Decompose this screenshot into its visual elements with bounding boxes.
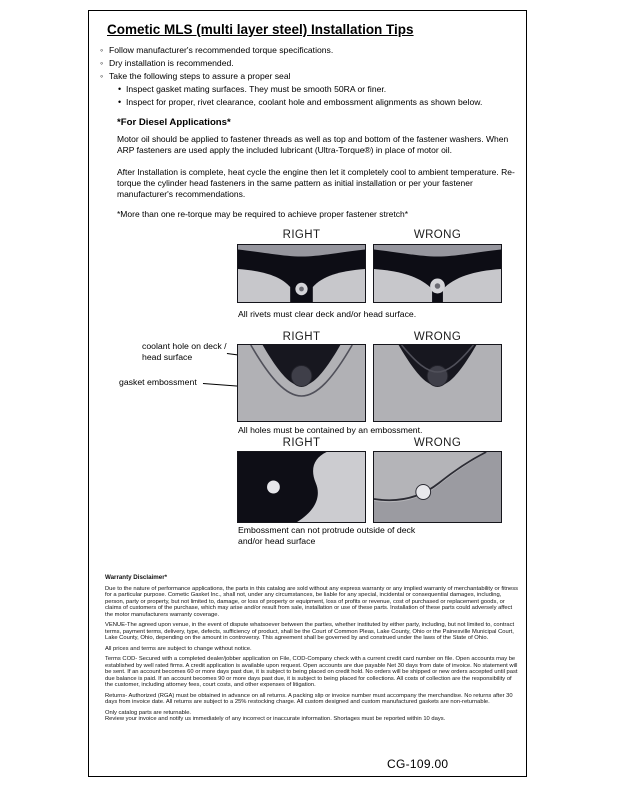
disclaimer-paragraph: Due to the nature of performance applications, the parts in this catalog are sold without any express warranty or any implied warranty of merchantability or fitness for a particular purpose. Cometic Gasket Inc., shall not, under any circumstances, be liable for any special, incidental or consequential damages, including, person, party or property, but not limited to, damage, or loss of property or equipment, loss of profits or revenue, cost of purchased or replacement goods, or claims of customers of the purchase, which may arise and/or result from sale, installation or use of these parts. Installation of these parts could adversely affect the motor manufacturers warranty coverage. (105, 585, 519, 618)
diesel-paragraph-2: After Installation is complete, heat cycle the engine then let it completely cool to ambient temperature. Re-torque the cylinder head fasteners in the same pattern as initial installation or per your fastener manufacturer's recommendations. (117, 167, 515, 199)
wrong-label-row3: WRONG (413, 437, 462, 449)
rivet-center (299, 287, 304, 292)
right-label-row1: RIGHT (282, 229, 321, 241)
disclaimer-paragraph: Only catalog parts are returnable. (105, 709, 192, 716)
callout-gasket-embossment: gasket embossment (119, 377, 197, 387)
page-title: Cometic MLS (multi layer steel) Installation Tips (107, 22, 414, 37)
list-sub-item (118, 96, 482, 109)
embossment-inside (267, 481, 280, 494)
tips-list (100, 44, 482, 109)
diagram-rivet-right (237, 244, 366, 303)
callout-coolant-hole: coolant hole on deck / head surface (142, 341, 227, 362)
right-label-row3: RIGHT (282, 437, 321, 449)
coolant-hole (427, 366, 448, 387)
tip-text: Inspect gasket mating surfaces. They must be smooth 50RA or finer. (126, 83, 387, 94)
tip-text: Dry installation is recommended. (109, 57, 234, 68)
disclaimer-heading: Warranty Disclaimer* (105, 574, 168, 581)
warranty-disclaimer (105, 575, 521, 723)
rivet-center (435, 283, 441, 289)
tip-text: Inspect for proper, rivet clearance, coolant hole and embossment alignments as shown below. (126, 96, 483, 107)
diagram-hole-right (237, 344, 366, 422)
disclaimer-paragraph: Review your invoice and notify us immediately of any incorrect or inaccurate information. Shortages must be reported within 10 days. (105, 716, 446, 722)
retorque-note: *More than one re-torque may be required to achieve proper fastener stretch* (117, 209, 409, 219)
diesel-heading: *For Diesel Applications* (117, 117, 231, 128)
disclaimer-paragraph: VENUE-The agreed upon venue, in the event of dispute whatsoever between the parties, whether instituted by either party, including, but not limited to, contract terms, payment terms, delivery, type, defects, sufficiency of product, shall be the Court of Common Pleas, Lake County, Ohio or the Painesville Municipal Court, Lake County, Ohio, depending on the amount in controversy. This agreement shall be governed by and construed under the laws of the State of Ohio. (105, 622, 515, 641)
diagram-caption-embossment: Embossment can not protrude outside of deck and/or head surface (238, 525, 416, 546)
diagram-rivet-wrong (373, 244, 502, 303)
diagram-embossment-right (237, 451, 366, 523)
coolant-hole (291, 366, 312, 387)
page-border (88, 10, 527, 777)
list-item (100, 57, 482, 70)
tip-text: Follow manufacturer's recommended torque specifications. (109, 45, 334, 55)
document-code: CG-109.00 (387, 757, 449, 771)
wrong-label-row2: WRONG (413, 331, 462, 343)
diagram-hole-wrong (373, 344, 502, 422)
diagram-embossment-wrong (373, 451, 502, 523)
list-item (100, 44, 482, 57)
disclaimer-paragraph: All prices and terms are subject to change without notice. (105, 645, 252, 652)
diesel-paragraph-1: Motor oil should be applied to fastener threads as well as top and bottom of the fastener washers. When ARP fasteners are used apply the included lubricant (Ultra-Torque®) in place of motor oil. (117, 134, 509, 155)
tip-text: Take the following steps to assure a proper seal (109, 70, 291, 81)
list-item (100, 70, 482, 83)
list-sub-item (118, 83, 482, 96)
disclaimer-paragraph: Returns- Authorized (RGA) must be obtained in advance on all returns. A packing slip or invoice number must accompany the merchandise. No returns after 30 days from invoice date. All returns are subject to a 25% restocking charge. All custom designed and custom manufactured gaskets are non-returnable. (105, 692, 513, 705)
diagram-caption-holes: All holes must be contained by an embossment. (238, 425, 423, 435)
diagram-caption-rivets: All rivets must clear deck and/or head surface. (238, 309, 417, 319)
disclaimer-paragraph: Terms COD- Secured with a completed dealer/jobber application on File, COD-Company check with a current credit card number on file. Open accounts may be established by well rated firms. A credit application is available upon request. Open accounts are due payable Net 30 days from date of invoice. No statement will be sent. If an account becomes 60 or more days past due, it is subject to being placed on credit hold. No orders will be shipped or new orders accepted until past due balance is paid. If an account becomes 90 or more days past due, it is subject to being placed for collections. All costs of collection are the responsibility of the customer, including attorney fees, court costs, and other expenses of litigation. (105, 656, 518, 688)
right-label-row2: RIGHT (282, 331, 321, 343)
wrong-label-row1: WRONG (413, 229, 462, 241)
embossment-protruding (416, 485, 431, 500)
